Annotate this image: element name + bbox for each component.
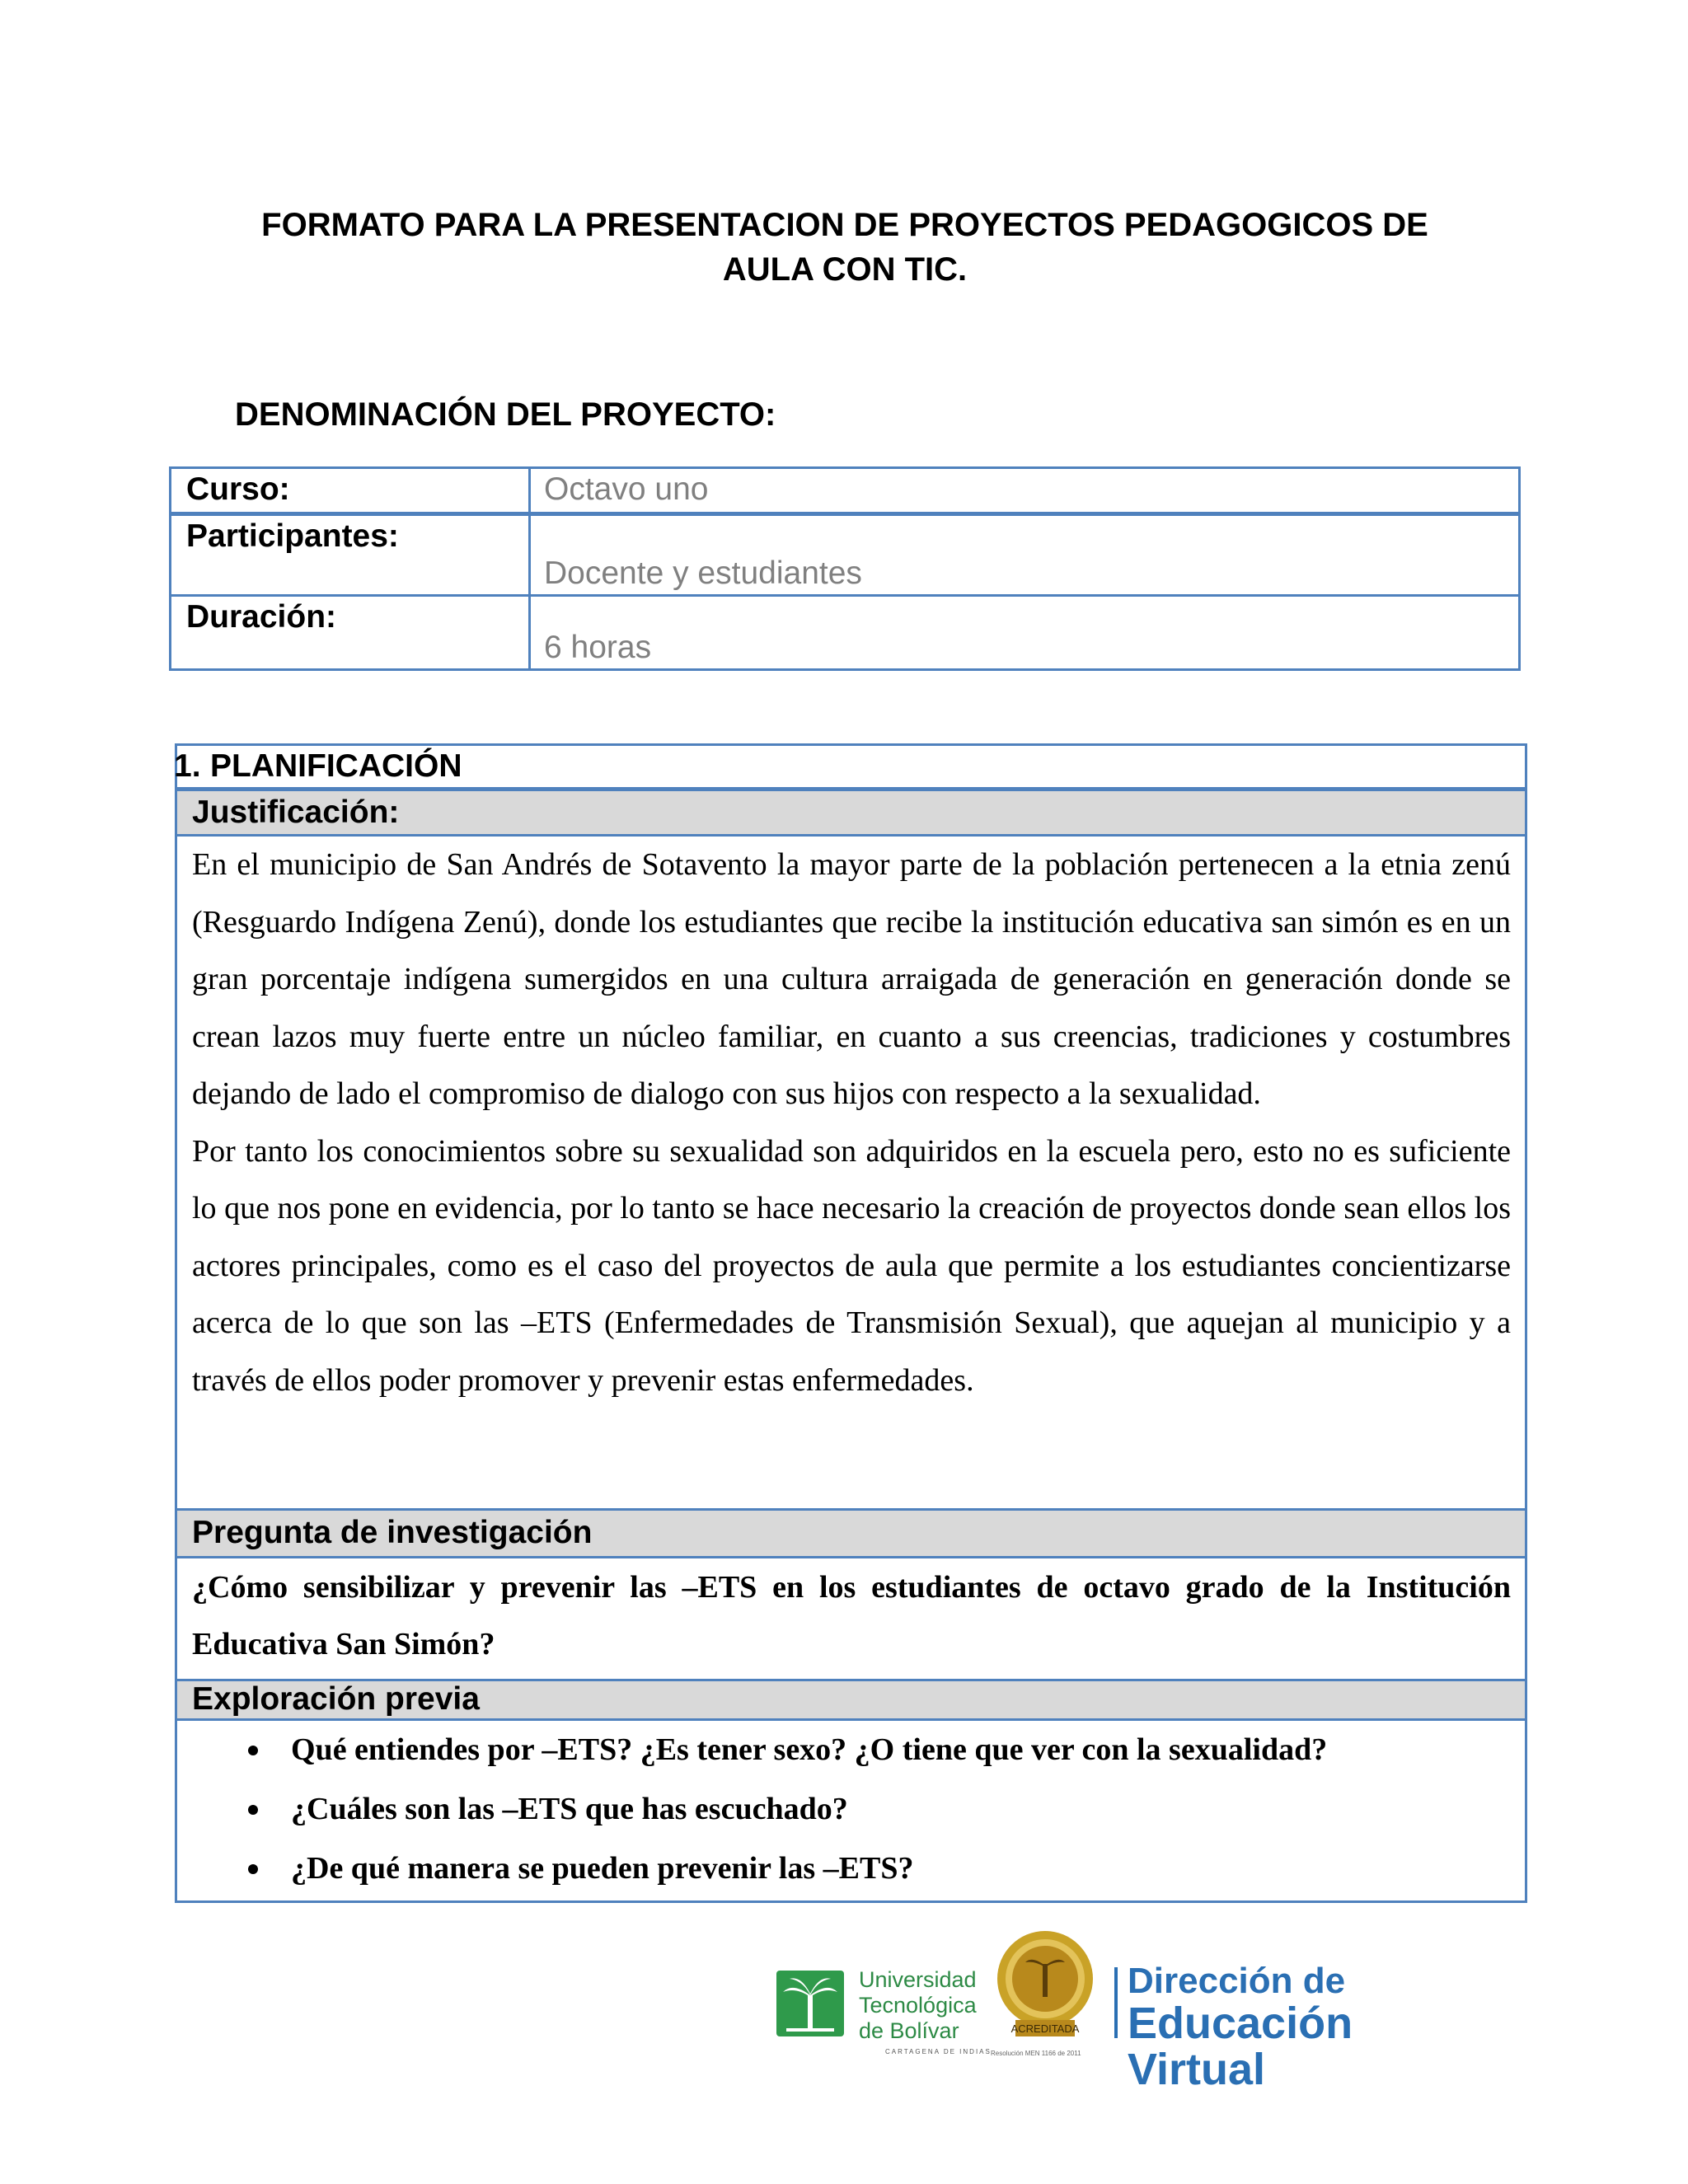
list-item (192, 1839, 1511, 1898)
research-question-header (177, 1511, 1525, 1556)
section-number: 1. (174, 748, 201, 784)
bullet-icon (248, 1746, 258, 1755)
info-row-participants (171, 516, 1518, 597)
university-logo-text (859, 1967, 977, 2044)
list-item (192, 1720, 1511, 1779)
info-value: Docente y estudiantes (544, 555, 862, 591)
info-label: Participantes: (186, 518, 399, 554)
title-line-1: FORMATO PARA LA PRESENTACION DE PROYECTOS PEDAGOGICOS DE (261, 207, 1428, 243)
list-item (192, 1779, 1511, 1839)
seal-banner-text: ACREDITADA (1010, 2022, 1080, 2035)
justification-paragraph-1: En el municipio de San Andrés de Sotavento la mayor parte de la población pertenecen a la etnia zenú (Resguardo Indígena Zenú), donde los estudiantes que recibe la institución educativa san simón es en un gran porcentaje indígena sumergidos en una cultura arraigada de generación en generación donde se crean lazos muy fuerte entre un núcleo familiar, en cuanto a sus creencias, tradiciones y costumbres dejando de lado el compromiso de dialogo con sus hijos con respecto a la sexualidad. (192, 847, 1511, 1111)
info-label: Curso: (186, 471, 290, 507)
list-item-text: ¿De qué manera se pueden prevenir las –ETS? (291, 1851, 914, 1886)
university-name-line: Tecnológica (859, 1993, 977, 2018)
document-title (190, 203, 1500, 292)
prior-exploration-list (192, 1720, 1511, 1898)
info-row-course (171, 469, 1518, 516)
justification-header (177, 791, 1525, 834)
prior-exploration-heading: Exploración previa (192, 1681, 480, 1717)
list-item-text: Qué entiendes por –ETS? ¿Es tener sexo? ¿O tiene que ver con la sexualidad? (291, 1732, 1328, 1767)
info-value: 6 horas (544, 630, 652, 665)
justification-heading: Justificación: (192, 794, 400, 830)
info-row-duration (171, 597, 1518, 668)
university-name-line: Universidad (859, 1967, 977, 1992)
direction-line-1: Dirección de (1128, 1961, 1346, 2001)
planning-section-title (174, 746, 1525, 791)
university-name-line: de Bolívar (859, 2018, 959, 2043)
info-label: Duración: (186, 599, 337, 635)
planning-table (175, 743, 1527, 1903)
research-question-heading: Pregunta de investigación (192, 1515, 593, 1550)
direction-line-2: Educación Virtual (1128, 1999, 1353, 2094)
info-value: Octavo uno (544, 471, 709, 507)
bullet-icon (248, 1805, 258, 1815)
accreditation-seal-icon (996, 1928, 1095, 2051)
section-title: PLANIFICACIÓN (210, 748, 462, 784)
title-line-2: AULA CON TIC. (722, 251, 968, 288)
bullet-icon (248, 1864, 258, 1874)
logo-divider (1114, 1967, 1118, 2038)
project-info-table (169, 466, 1521, 671)
project-denomination-label: DENOMINACIÓN DEL PROYECTO: (235, 396, 776, 433)
column-divider (528, 469, 531, 668)
seal-caption: Resolución MEN 1166 de 2011 (991, 2050, 1081, 2057)
justification-text (192, 837, 1511, 1409)
justification-paragraph-2: Por tanto los conocimientos sobre su sexualidad son adquiridos en la escuela pero, esto no es suficiente lo que nos pone en evidencia, por lo tanto se hace necesario la creación de proyectos donde sean ellos los actores principales, como es el caso del proyectos de aula que permite a los estudiantes concientizarse acerca de lo que son las –ETS (Enfermedades de Transmisión Sexual), que aquejan al municipio y a través de ellos poder promover y prevenir estas enfermedades. (192, 1133, 1511, 1398)
research-question-text: ¿Cómo sensibilizar y prevenir las –ETS en los estudiantes de octavo grado de la Institución Educativa San Simón? (192, 1570, 1511, 1661)
prior-exploration-header (177, 1681, 1525, 1718)
list-item-text: ¿Cuáles son las –ETS que has escuchado? (291, 1792, 848, 1826)
footer-logos (775, 1924, 1434, 2094)
divider (177, 1556, 1525, 1558)
university-city: CARTAGENA DE INDIAS (885, 2048, 992, 2055)
palm-tree-icon (776, 1971, 844, 2036)
